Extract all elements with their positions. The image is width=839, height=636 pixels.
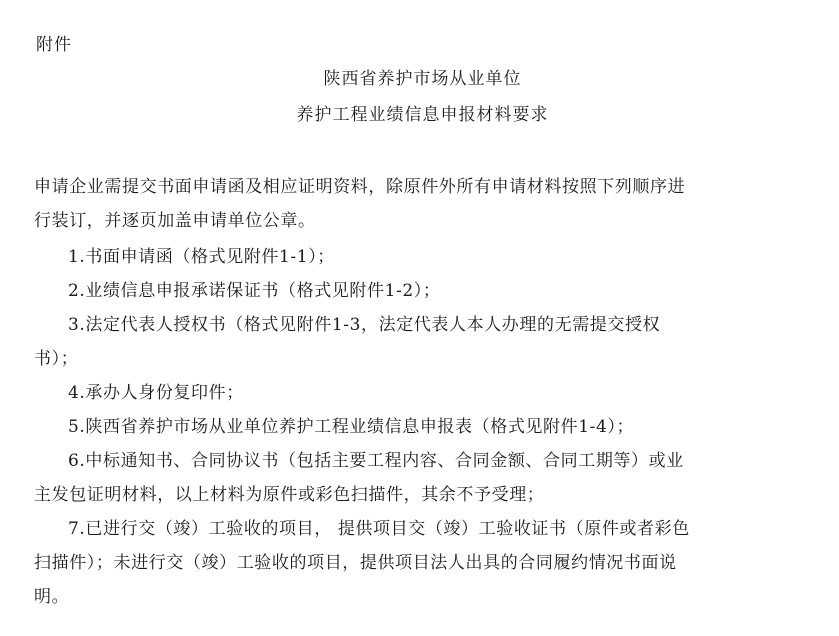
- list-item-5: 5.陕西省养护市场从业单位养护工程业绩信息申报表（格式见附件1-4）；: [68, 417, 635, 437]
- list-item-7: 7.已进行交（竣）工验收的项目， 提供项目交（竣）工验收证书（原件或者彩色: [68, 519, 690, 539]
- list-item-1: 1.书面申请函（格式见附件1-1）；: [68, 247, 335, 267]
- list-item-7-continued: 扫描件）；未进行交（竣）工验收的项目，提供项目法人出具的合同履约情况书面说: [34, 553, 677, 573]
- list-item-2: 2.业绩信息申报承诺保证书（格式见附件1-2）；: [68, 281, 441, 301]
- requirements-list: [34, 240, 814, 614]
- list-item-6: 6.中标通知书、合同协议书（包括主要工程内容、合同金额、合同工期等）或业: [68, 451, 684, 471]
- intro-line-2: 行装订，并逐页加盖申请单位公章。: [34, 211, 316, 231]
- list-item-4: 4.承办人身份复印件；: [68, 383, 244, 403]
- intro-line-1: 申请企业需提交书面申请函及相应证明资料，除原件外所有申请材料按照下列顺序进: [34, 177, 686, 197]
- document-title-line-1: 陕西省养护市场从业单位: [323, 69, 522, 89]
- list-item-3: 3.法定代表人授权书（格式见附件1-3，法定代表人本人办理的无需提交授权: [68, 315, 661, 335]
- list-item-3-continued: 书）；: [34, 349, 79, 369]
- document-title-line-2: 养护工程业绩信息申报材料要求: [296, 105, 549, 125]
- list-item-7-continued-2: 明。: [34, 587, 70, 607]
- intro-paragraph: [34, 170, 814, 238]
- list-item-6-continued: 主发包证明材料，以上材料为原件或彩色扫描件，其余不予受理；: [34, 485, 545, 505]
- attachment-label: 附件: [36, 35, 72, 55]
